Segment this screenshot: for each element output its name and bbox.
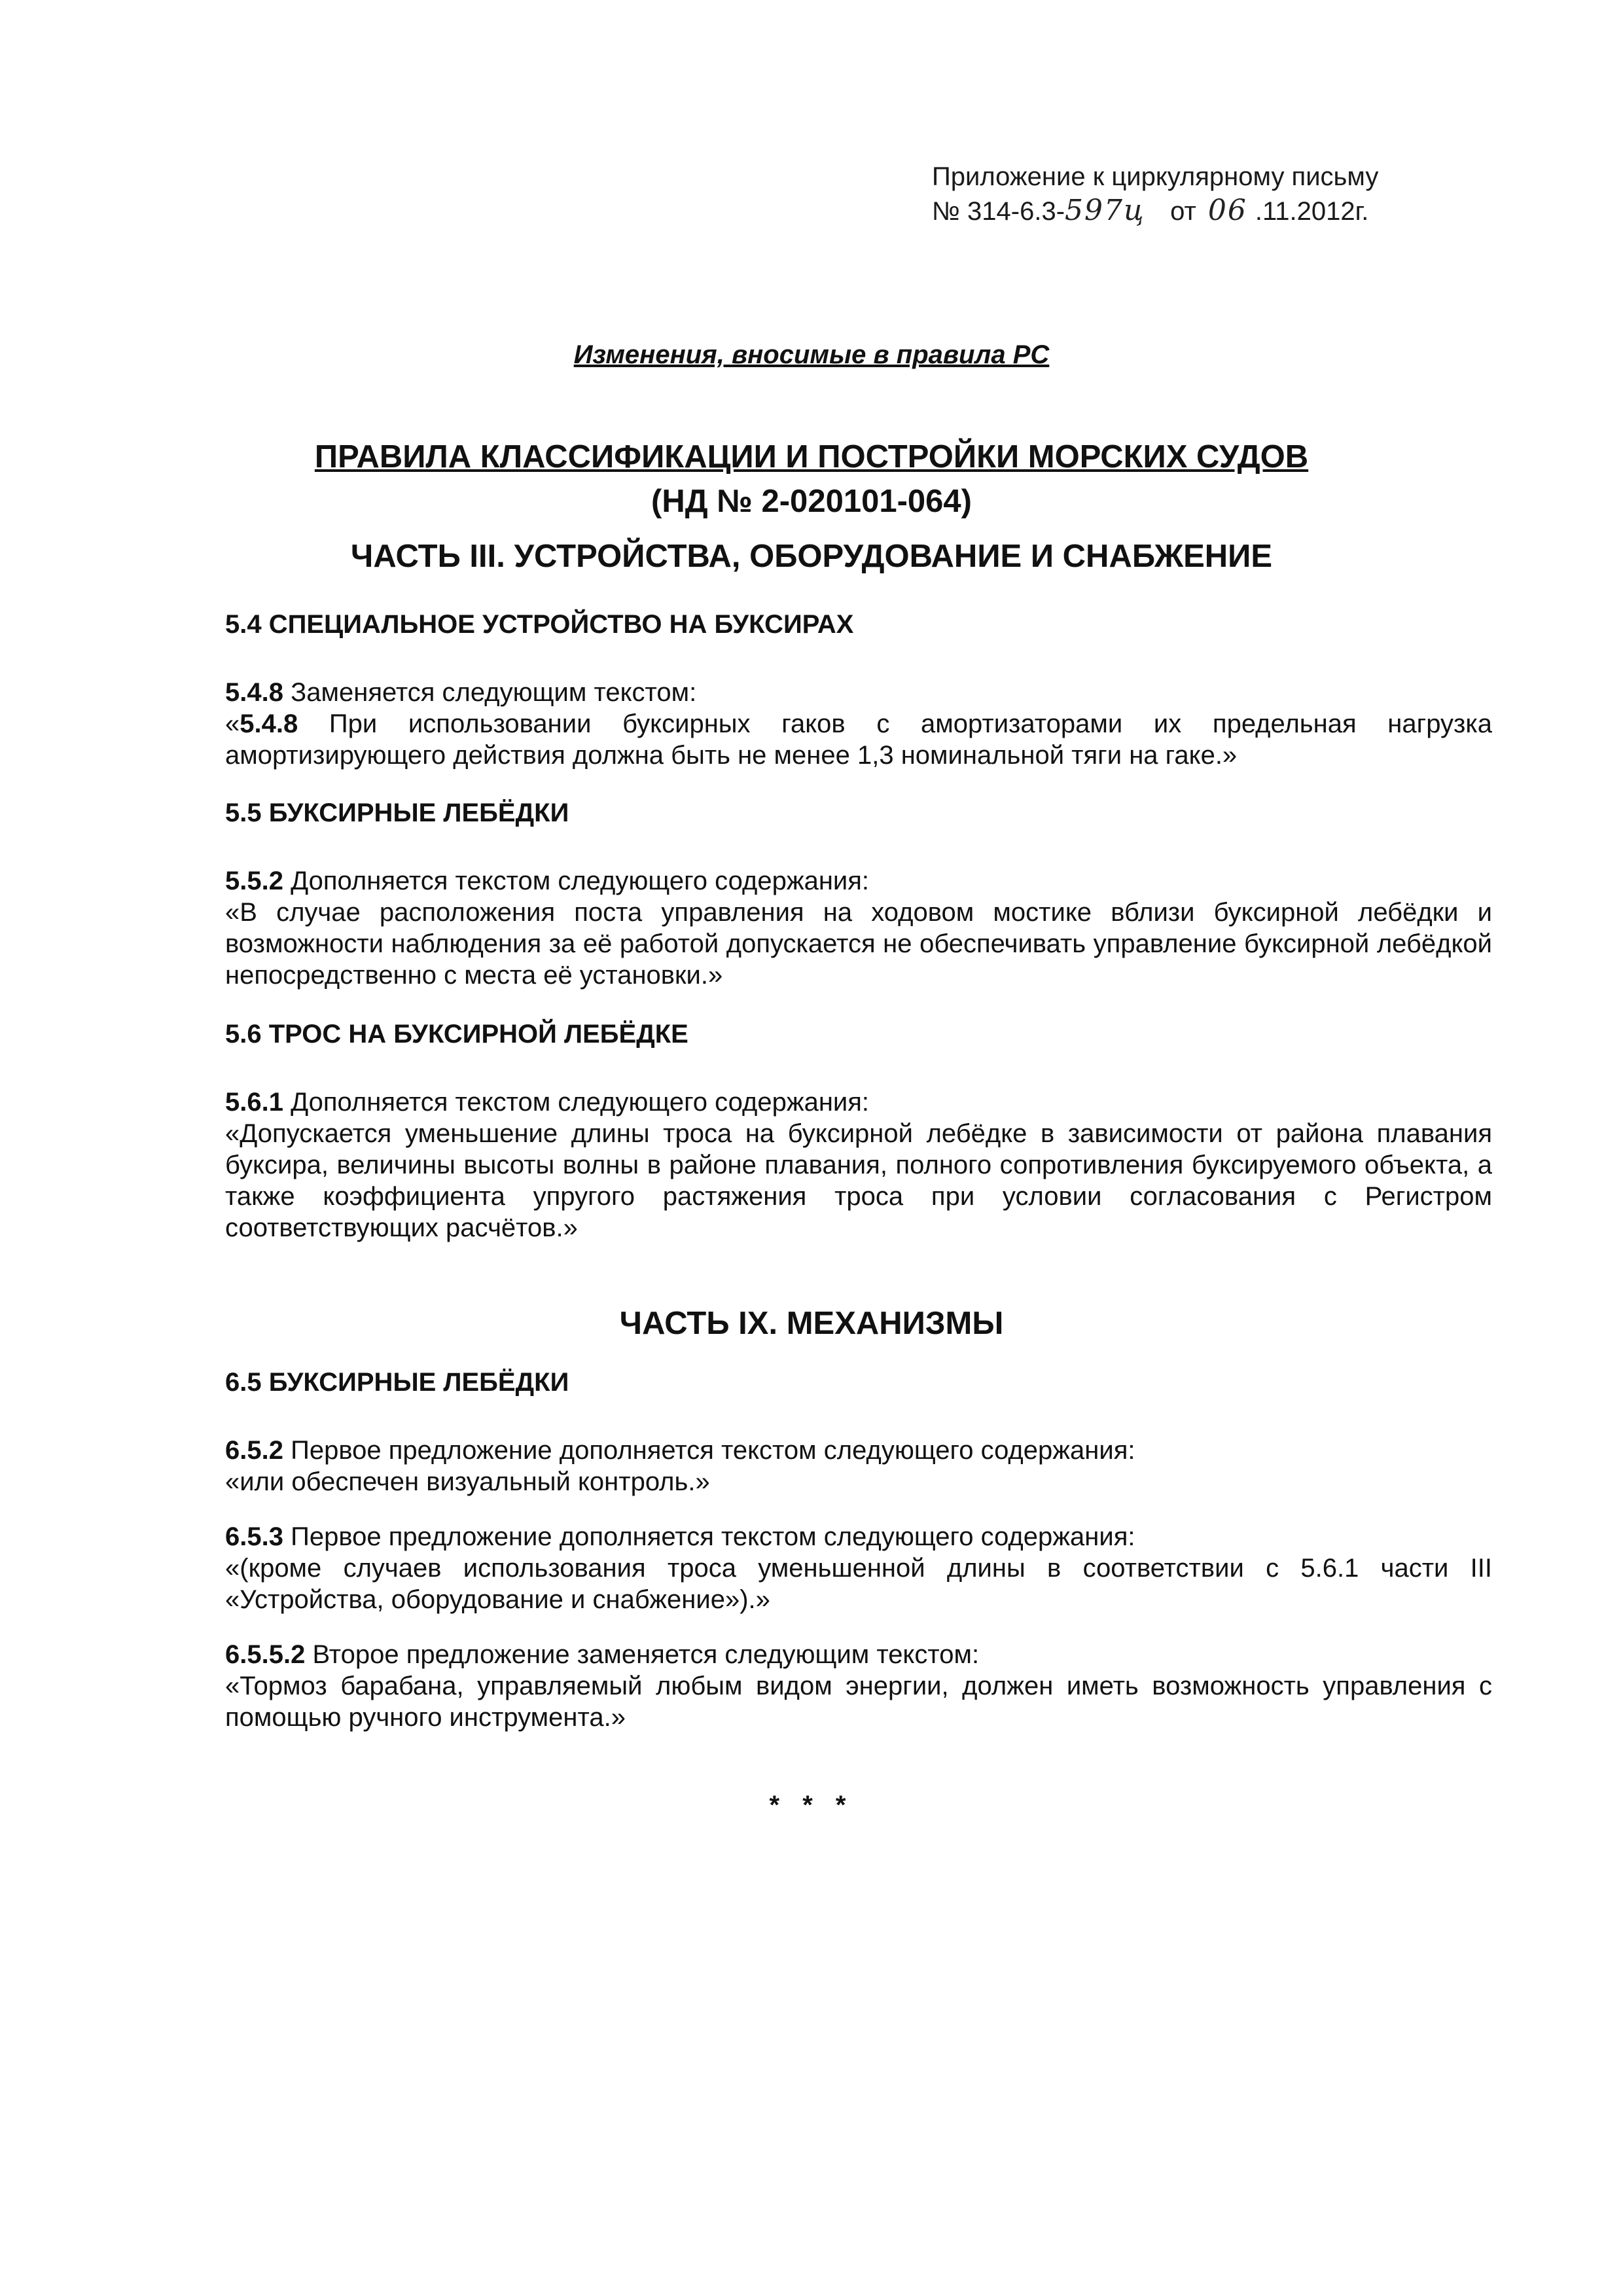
clause-instruction: [225, 1521, 1492, 1552]
clause-instruction: [225, 1639, 1492, 1670]
handwritten-letter-number: 597ц: [1065, 194, 1145, 227]
clause-instruction-text: Первое предложение дополняется текстом следующего содержания:: [283, 1522, 1135, 1551]
annex-line-2: [932, 194, 1560, 228]
letter-number-prefix: № 314-6.3-: [932, 197, 1065, 226]
section-5-4: [225, 609, 1492, 771]
clause-quote: «В случае расположения поста управления на ходовом мостике вблизи буксирной лебёдки и возможности наблюдения за её работой допускается не обеспечивать управление буксирной лебёдкой непосредственно с места её установки.»: [225, 898, 1492, 990]
section-6-5: [225, 1367, 1492, 1733]
changes-title: Изменения, вносимые в правила РС: [573, 340, 1050, 369]
clause-number: 6.5.5.2: [225, 1640, 306, 1669]
clause-instruction: [225, 1435, 1492, 1466]
quote-clause-number: 5.4.8: [240, 709, 298, 738]
clause-instruction-text: Дополняется текстом следующего содержания:: [283, 867, 870, 895]
clause-instruction: [225, 677, 1492, 708]
end-mark: * * *: [769, 1791, 854, 1820]
clause-instruction: [225, 865, 1492, 897]
quote-open-mark: «: [225, 709, 240, 738]
section-heading: 6.5 БУКСИРНЫЕ ЛЕБЁДКИ: [225, 1368, 569, 1397]
document-title: [0, 435, 1623, 524]
section-heading: 5.5 БУКСИРНЫЕ ЛЕБЁДКИ: [225, 798, 569, 827]
part-9-title: ЧАСТЬ IX. МЕХАНИЗМЫ: [619, 1306, 1004, 1341]
clause-instruction-text: Второе предложение заменяется следующим текстом:: [305, 1640, 980, 1669]
document-title-line-1: ПРАВИЛА КЛАССИФИКАЦИИ И ПОСТРОЙКИ МОРСКИХ СУДОВ: [314, 439, 1309, 475]
clause-instruction-text: Первое предложение дополняется текстом следующего содержания:: [283, 1436, 1135, 1465]
clause-number: 5.4.8: [225, 678, 283, 707]
annex-header: [932, 160, 1560, 228]
section-5-5: [225, 797, 1492, 991]
clause-number: 5.6.1: [225, 1088, 283, 1117]
clause-quote: «Допускается уменьшение длины троса на буксирной лебёдке в зависимости от района плавания буксира, величины высоты волны в районе плавания, полного сопротивления буксируемого объекта, а также коэффициента упругого растяжения троса при условии согласования с Регистром соответствующих расчётов.»: [225, 1119, 1492, 1242]
clause-quote: «(кроме случаев использования троса уменьшенной длины в соответствии с 5.6.1 части III «Устройства, оборудование и снабжение»).»: [225, 1554, 1492, 1614]
annex-line-1: Приложение к циркулярному письму: [932, 162, 1379, 191]
clause-instruction-text: Заменяется следующим текстом:: [283, 678, 697, 707]
date-rest: .11.2012г.: [1255, 197, 1369, 226]
clause-number: 5.5.2: [225, 867, 283, 895]
clause-quote: «или обеспечен визуальный контроль.»: [225, 1467, 710, 1496]
document-title-line-2: (НД № 2-020101-064): [651, 484, 972, 519]
clause-number: 6.5.3: [225, 1522, 283, 1551]
clause-instruction-text: Дополняется текстом следующего содержания:: [283, 1088, 870, 1117]
section-5-6: [225, 1018, 1492, 1244]
section-heading: 5.6 ТРОС НА БУКСИРНОЙ ЛЕБЁДКЕ: [225, 1020, 688, 1049]
quote-text: При использовании буксирных гаков с амортизаторами их предельная нагрузка амортизирующего действия должна быть не менее 1,3 номинальной тяги на гаке.»: [225, 709, 1492, 770]
handwritten-day: 06: [1207, 194, 1247, 227]
clause-number: 6.5.2: [225, 1436, 283, 1465]
section-heading: 5.4 СПЕЦИАЛЬНОЕ УСТРОЙСТВО НА БУКСИРАХ: [225, 610, 854, 639]
from-word: от: [1170, 197, 1196, 226]
clause-quote: «Тормоз барабана, управляемый любым видом энергии, должен иметь возможность управления с помощью ручного инструмента.»: [225, 1672, 1492, 1732]
clause-quote: [225, 708, 1492, 771]
part-3-title: ЧАСТЬ III. УСТРОЙСТВА, ОБОРУДОВАНИЕ И СНАБЖЕНИЕ: [350, 539, 1273, 574]
clause-instruction: [225, 1086, 1492, 1118]
